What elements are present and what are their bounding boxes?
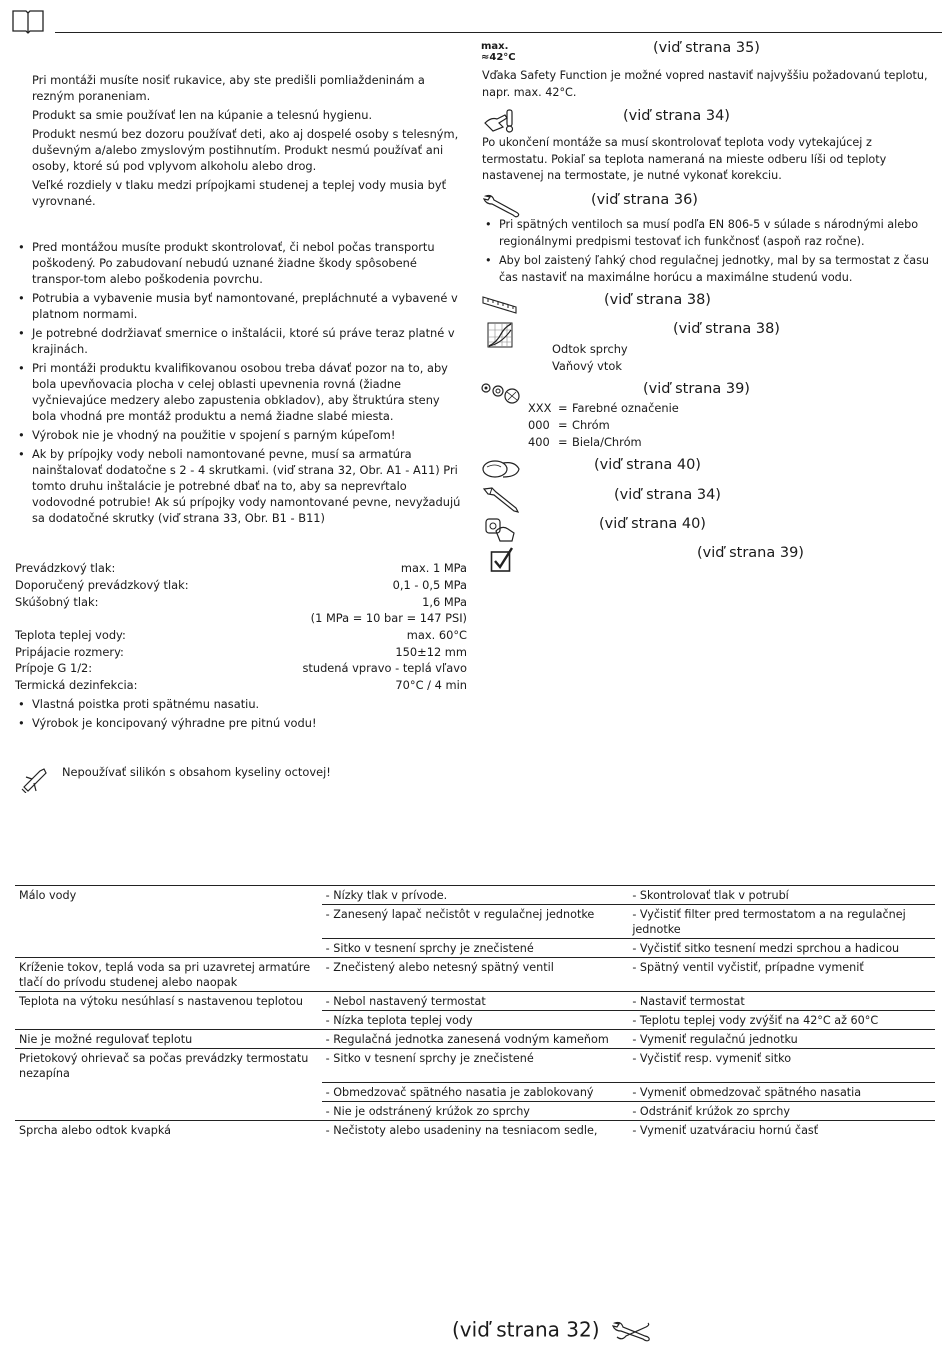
cleaning-icon [481,455,521,483]
assembly-bullet: • Je potrebné dodržiavať smernice o inštalácii, ktoré sú práve teraz platné v krajinách. [16,325,466,357]
silicone-note: Nepoužívať silikón s obsahom kyseliny octovej! [62,765,331,779]
ruler-icon [482,293,518,315]
max-temp-icon [481,41,516,63]
trouble-cause: - Zanesený lapač nečistôt v regulačnej jednotke [322,905,629,939]
trouble-problem [15,1082,322,1101]
spec-label: Prípoje G 1/2: [15,661,93,675]
hand-thermometer-icon [483,107,517,135]
page-reference: (viď strana 39) [697,545,804,561]
trouble-cause: - Regulačná jednotka zanesená vodným kameňom [322,1030,629,1049]
table-row [15,992,935,1011]
hand-turning-icon [484,515,516,543]
page-reference: (viď strana 38) [604,292,711,308]
spec-label: Termická dezinfekcia: [15,678,138,692]
trouble-cause: - Nečistoty alebo usadeniny na tesniacom sedle, [322,1120,629,1139]
max-temp-icon-line: ≈42°C [481,52,516,63]
outlet-label: Odtok sprchy [552,342,628,356]
spec-value: 70°C / 4 min [395,678,467,692]
table-row [15,1120,935,1139]
page-reference: (viď strana 40) [599,516,706,532]
silicone-gun-icon [20,763,50,793]
spec-row [15,577,467,594]
page-reference: (viď strana 36) [591,192,698,208]
spec-value: 1,6 MPa [422,595,467,609]
safety-section [32,72,462,212]
trouble-problem: Málo vody [15,886,322,905]
trouble-fix: - Skontrolovať tlak v potrubí [628,886,935,905]
page-reference: (viď strana 34) [614,487,721,503]
trouble-problem [15,1011,322,1030]
color-name: Chróm [572,418,610,432]
trouble-problem: Sprcha alebo odtok kvapká [15,1120,322,1139]
wrench-icon [612,1320,652,1342]
trouble-fix: - Vymeniť uzatváraciu hornú časť [628,1120,935,1139]
page-reference: (viď strana 35) [653,40,760,56]
safety-paragraph: Produkt sa smie používať len na kúpanie a telesnú hygienu. [32,108,373,122]
trouble-problem [15,1101,322,1120]
safety-paragraph: Produkt nesmú bez dozoru používať deti, ako aj dospelé osoby s telesným, duševným a/alebo zmyslovým postihnutím. Produkt nesmú používať ani osoby, ktoré sú pod vplyvom alkoholu alebo drog. [32,127,459,173]
trouble-fix: - Spätný ventil vyčistiť, prípadne vymeniť [628,958,935,992]
trouble-fix: - Vymeniť regulačnú jednotku [628,1030,935,1049]
color-eq: = [558,418,568,432]
color-code: 000 [528,418,550,432]
spec-row [15,627,467,644]
book-icon [11,8,45,34]
trouble-fix: - Nastaviť termostat [628,992,935,1011]
spec-row [15,644,467,661]
spec-value: 0,1 - 0,5 MPa [392,578,467,592]
spec-value: max. 60°C [406,628,467,642]
spec-value: 150±12 mm [395,645,467,659]
assembly-bullet: • Potrubia a vybavenie musia byť namontované, prepláchnuté a vybavené v platnom normami. [16,290,466,322]
trouble-problem: Prietokový ohrievač sa počas prevádzky termostatu nezapína [15,1049,322,1083]
page-reference: (viď strana 40) [594,457,701,473]
bottom-reference-text: (viď strana 32) [452,1317,600,1342]
spec-bullet: • Výrobok je koncipovaný výhradne pre pitnú vodu! [16,715,466,731]
trouble-cause: - Nebol nastavený termostat [322,992,629,1011]
trouble-problem: Nie je možné regulovať teplotu [15,1030,322,1049]
table-row [15,939,935,958]
screwdriver-icon [482,486,522,514]
trouble-cause: - Nízky tlak v prívode. [322,886,629,905]
trouble-problem [15,939,322,958]
safety-paragraph: Pri montáži musíte nosiť rukavice, aby ste predišli pomliaždeninám a rezným poraneniam. [32,73,425,103]
trouble-cause: - Znečistený alebo netesný spätný ventil [322,958,629,992]
safety-function-text: Vďaka Safety Function je možné vopred nastaviť najvyššiu požadovanú teplotu, napr. max. 42°C. [482,69,928,99]
trouble-fix: - Vyčistiť filter pred termostatom a na regulačnej jednotke [628,905,935,939]
bottom-page-reference [452,1317,652,1342]
wrench-icon [482,192,522,218]
spec-label: Teplota teplej vody: [15,628,126,642]
trouble-cause: - Sitko v tesnení sprchy je znečistené [322,939,629,958]
trouble-cause: - Obmedzovač spätného nasatia je zablokovaný [322,1082,629,1101]
trouble-fix: - Vyčistiť sitko tesnení medzi sprchou a hadicou [628,939,935,958]
color-eq: = [558,435,568,449]
trouble-problem [15,905,322,939]
spec-value: max. 1 MPa [400,561,467,575]
page-reference: (viď strana 39) [643,381,750,397]
color-eq: = [558,401,568,415]
outlet-label: Vaňový vtok [552,359,622,373]
spec-label: Skúšobný tlak: [15,595,99,609]
trouble-fix: - Vymeniť obmedzovač spätného nasatia [628,1082,935,1101]
color-code-row [528,434,679,451]
color-name: Biela/Chróm [572,435,642,449]
table-row [15,1082,935,1101]
trouble-cause: - Sitko v tesnení sprchy je znečistené [322,1049,629,1083]
table-row [15,1011,935,1030]
trouble-cause: - Nie je odstránený krúžok zo sprchy [322,1101,629,1120]
assembly-bullet: • Ak by prípojky vody neboli namontované pevne, musí sa armatúra nainštalovať dodatočne s 2 - 4 skrutkami. (viď strana 32, Obr. A1 - A11) Pri tomto druhu inštalácie je potrebné dbať na to, aby sa neprevŕtalo vodovodné potrubie! Ak sú prípojky vody namontované pevne, nevyžadujú sa dodatočné skrutky (viď strana 33, Obr. B1 - B11) [16,446,466,526]
page-reference: (viď strana 34) [623,108,730,124]
spec-value: (1 MPa = 10 bar = 147 PSI) [310,611,467,625]
spec-row [15,560,467,577]
spec-label: Prevádzkový tlak: [15,561,116,575]
assembly-section [16,239,466,529]
color-name: Farebné označenie [572,401,679,415]
troubleshooting-table [15,885,935,1139]
table-row [15,905,935,939]
table-row [15,1049,935,1083]
table-row [15,1101,935,1120]
spec-label: Doporučený prevádzkový tlak: [15,578,189,592]
maintenance-section [483,217,933,289]
spec-row [15,594,467,611]
assembly-bullet: • Pred montážou musíte produkt skontrolovať, či nebol počas transportu poškodený. Po zabudovaní nebudú uznané žiadne škody spôsobené transpor-tom alebo poškodenia povrchu. [16,239,466,287]
table-row [15,886,935,905]
color-code: XXX [528,401,552,415]
trouble-cause: - Nízka teplota teplej vody [322,1011,629,1030]
certification-check-icon [490,547,514,573]
maintenance-bullet: • Aby bol zaistený ľahký chod regulačnej jednotky, mal by sa termostat z času čas nastaviť na maximálne horúcu a maximálne studenú vodu. [483,253,933,286]
flow-diagram-icon [487,322,513,348]
safety-paragraph: Veľké rozdiely v tlaku medzi prípojkami studenej a teplej vody musia byť vyrovnané. [32,178,447,208]
table-row [15,1030,935,1049]
trouble-fix: - Vyčistiť resp. vymeniť sitko [628,1049,935,1083]
max-temp-icon-line: max. [481,41,509,52]
page-reference: (viď strana 38) [673,321,780,337]
color-code-row [528,417,679,434]
table-row [15,958,935,992]
trouble-problem: Kríženie tokov, teplá voda sa pri uzavretej armatúre tlačí do prívodu studenej alebo naopak [15,958,322,992]
spec-row [15,660,467,677]
spec-row [15,610,467,627]
trouble-fix: - Odstrániť krúžok zo sprchy [628,1101,935,1120]
maintenance-bullet: • Pri spätných ventiloch sa musí podľa EN 806-5 v súlade s národnými alebo regionálnymi predpismi testovať ich funkčnosť (aspoň raz ročne). [483,217,933,250]
color-codes [528,400,679,451]
header-rule [55,32,942,33]
spec-label: Pripájacie rozmery: [15,645,124,659]
spare-parts-icon [480,380,522,406]
color-code: 400 [528,435,550,449]
color-code-row [528,400,679,417]
trouble-fix: - Teplotu teplej vody zvýšiť na 42°C až 60°C [628,1011,935,1030]
trouble-problem: Teplota na výtoku nesúhlasí s nastavenou teplotou [15,992,322,1011]
spec-row [15,677,467,694]
temperature-check-text: Po ukončení montáže sa musí skontrolovať teplota vody vytekajúcej z termostatu. Pokiaľ sa teplota nameraná na mieste odberu líši od teploty nastavenej na termostate, je nutné vykonať korekciu. [482,136,887,182]
spec-value: studená vpravo - teplá vľavo [302,661,467,675]
spec-bullet: • Vlastná poistka proti spätnému nasatiu. [16,696,466,712]
assembly-bullet: • Pri montáži produktu kvalifikovanou osobou treba dávať pozor na to, aby bola upevňovacia plocha v celej oblasti upevnenia rovná (žiadne vyčnievajúce medzery alebo zapustenia obkladov), aby štruktúra steny bola vhodná pre montáž produktu a nemá žiadne slabé miesta. [16,360,466,424]
assembly-bullet: • Výrobok nie je vhodný na použitie v spojení s parným kúpeľom! [16,427,466,443]
